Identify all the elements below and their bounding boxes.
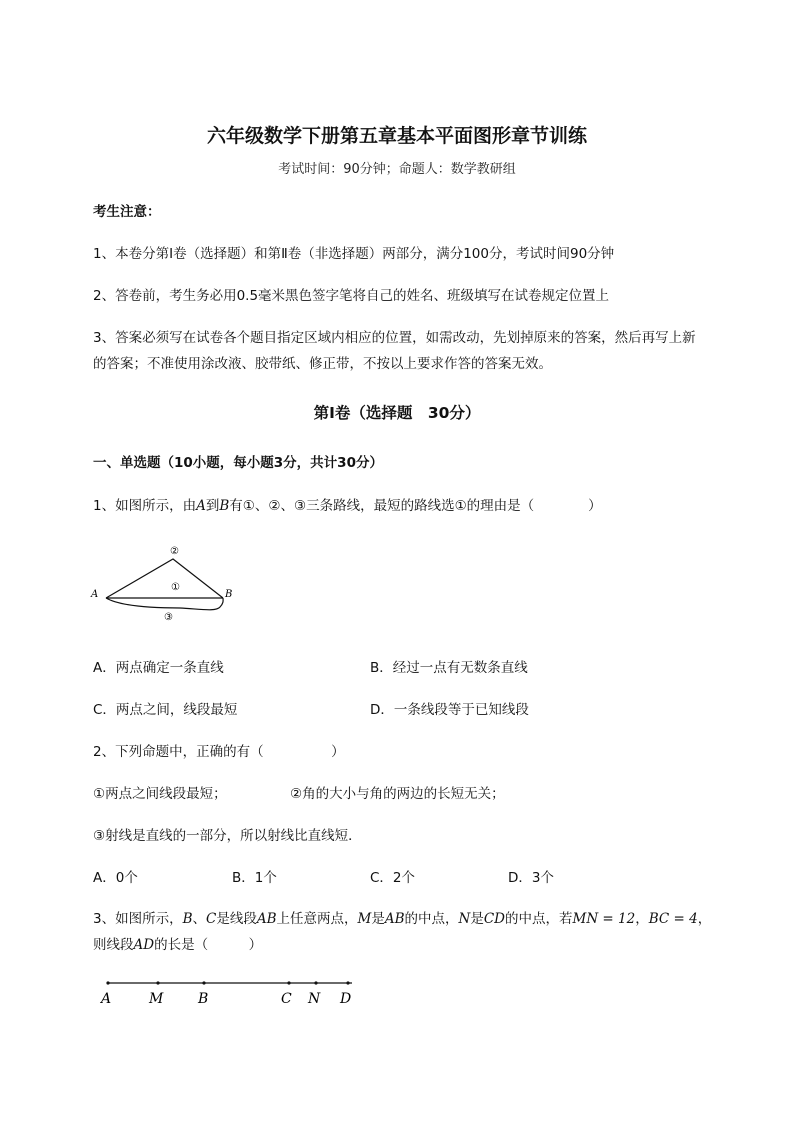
section-title: 第I卷（选择题 30分） <box>313 404 481 422</box>
label-m: M <box>149 991 164 1007</box>
route-3-label: ③ <box>164 612 173 623</box>
question-3-stem: 3、如图所示，B、C是线段AB上任意两点，M是AB的中点，N是CD的中点，若MN = 12，BC = 4， <box>93 911 712 927</box>
notice-item-1: 1、本卷分第I卷（选择题）和第Ⅱ卷（非选择题）两部分，满分100分，考试时间90分钟 <box>93 246 615 262</box>
label-d: D <box>340 991 352 1007</box>
q1-option-a[interactable]: A．两点确定一条直线 <box>93 660 224 676</box>
part-heading: 一、单选题（10小题，每小题3分，共计30分） <box>93 455 383 471</box>
q2-statement-2: ②角的大小与角的两边的长短无关； <box>290 786 505 802</box>
q2-statement-3: ③射线是直线的一部分，所以射线比直线短． <box>93 828 362 844</box>
page-title: 六年级数学下册第五章基本平面图形章节训练 <box>206 125 587 147</box>
point-c <box>287 981 290 984</box>
notice-item-2: 2、答卷前，考生务必用0.5毫米黑色签字笔将自己的姓名、班级填写在试卷规定位置上 <box>93 288 610 304</box>
point-d <box>346 981 349 984</box>
question-1-figure <box>88 540 248 625</box>
q2-option-b[interactable]: B．1个 <box>232 870 277 886</box>
question-2-stem: 2、下列命题中，正确的有（ ） <box>93 744 345 760</box>
route-3-line <box>106 598 223 610</box>
point-b-label: B <box>225 589 233 600</box>
notice-item-3: 3、答案必须写在试卷各个题目指定区域内相应的位置，如需改动，先划掉原来的答案，然后再写上新 <box>93 330 696 346</box>
question-3-figure <box>96 970 366 1010</box>
point-a <box>106 981 109 984</box>
q1-option-d[interactable]: D．一条线段等于已知线段 <box>370 702 529 718</box>
label-a: A <box>101 991 112 1007</box>
label-c: C <box>281 991 292 1007</box>
route-2-label: ② <box>170 546 179 557</box>
label-n: N <box>308 991 321 1007</box>
point-n <box>314 981 317 984</box>
point-m <box>156 981 159 984</box>
q2-option-a[interactable]: A．0个 <box>93 870 138 886</box>
point-b <box>202 981 205 984</box>
notice-heading: 考生注意： <box>93 204 161 220</box>
q1-option-b[interactable]: B．经过一点有无数条直线 <box>370 660 528 676</box>
q2-option-d[interactable]: D．3个 <box>508 870 554 886</box>
q1-option-c[interactable]: C．两点之间，线段最短 <box>93 702 238 718</box>
point-a-label: A <box>91 589 99 600</box>
question-1-stem: 1、如图所示，由A到B有①、②、③三条路线，最短的路线选①的理由是（ ） <box>93 498 602 514</box>
q2-statement-1: ①两点之间线段最短； <box>93 786 227 802</box>
route-1-label: ① <box>171 582 180 593</box>
route-2-line <box>106 559 223 598</box>
page-subtitle: 考试时间：90分钟；命题人：数学教研组 <box>278 162 516 177</box>
label-b: B <box>198 991 209 1007</box>
question-3-stem-cont: 则线段AD的长是（ ） <box>93 937 263 953</box>
q2-option-c[interactable]: C．2个 <box>370 870 416 886</box>
notice-item-3-cont: 的答案；不准使用涂改液、胶带纸、修正带，不按以上要求作答的答案无效。 <box>93 356 552 372</box>
